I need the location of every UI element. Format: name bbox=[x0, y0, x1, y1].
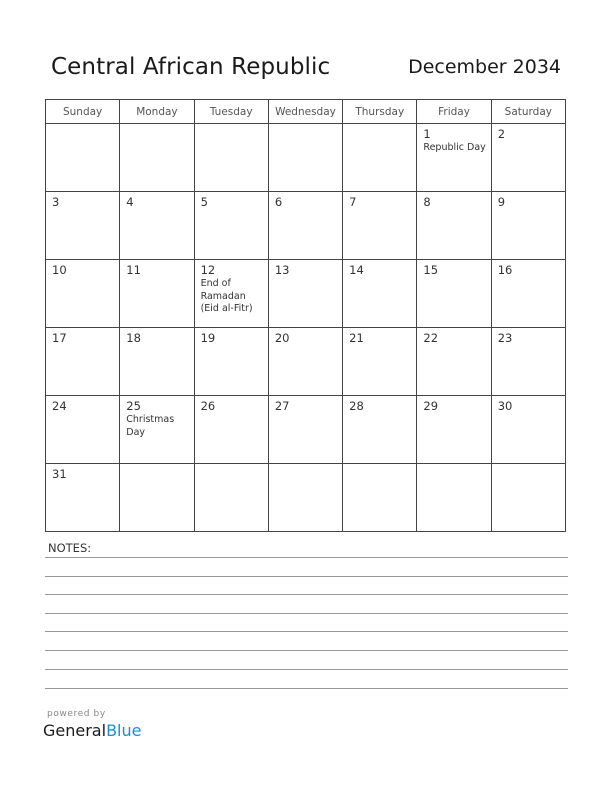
calendar-day-cell bbox=[46, 396, 120, 464]
day-number: 18 bbox=[126, 331, 141, 345]
weekday-saturday: Saturday bbox=[491, 100, 565, 124]
notes-line bbox=[45, 688, 568, 689]
calendar-day-cell bbox=[194, 124, 268, 192]
calendar-day-cell bbox=[46, 464, 120, 532]
calendar-week-row bbox=[46, 260, 566, 328]
day-number: 25 bbox=[126, 399, 141, 413]
day-number: 4 bbox=[126, 195, 134, 209]
day-number: 17 bbox=[52, 331, 67, 345]
calendar-day-cell bbox=[417, 396, 491, 464]
brand-blue: Blue bbox=[106, 721, 142, 740]
calendar-week-row bbox=[46, 192, 566, 260]
day-number: 6 bbox=[274, 195, 283, 209]
calendar-day-cell bbox=[120, 328, 194, 396]
day-number: 21 bbox=[349, 331, 364, 345]
calendar-day-cell bbox=[417, 260, 491, 328]
calendar-day-cell bbox=[343, 192, 417, 260]
day-number: 7 bbox=[349, 195, 357, 209]
day-number: 30 bbox=[497, 399, 513, 413]
day-number: 3 bbox=[52, 195, 60, 209]
weekday-tuesday: Tuesday bbox=[194, 100, 268, 124]
calendar-day-cell bbox=[491, 260, 565, 328]
calendar-day-cell bbox=[194, 260, 268, 328]
calendar-day-cell bbox=[268, 396, 342, 464]
calendar-day-cell bbox=[120, 464, 194, 532]
notes-line bbox=[45, 613, 568, 614]
calendar-day-cell bbox=[268, 328, 342, 396]
day-number: 1 bbox=[423, 127, 431, 141]
calendar-day-cell bbox=[194, 328, 268, 396]
day-number: 23 bbox=[497, 331, 513, 345]
day-number: 24 bbox=[52, 399, 67, 413]
day-number: 26 bbox=[200, 399, 216, 413]
powered-by-text: powered by bbox=[47, 709, 106, 719]
holiday-label: Christmas Day bbox=[126, 414, 175, 438]
day-number: 20 bbox=[274, 331, 290, 345]
day-number: 14 bbox=[349, 263, 364, 277]
calendar-day-cell bbox=[491, 396, 565, 464]
day-number: 11 bbox=[126, 263, 141, 277]
notes-line bbox=[45, 576, 568, 577]
calendar-day-cell bbox=[194, 192, 268, 260]
calendar-day-cell bbox=[343, 328, 417, 396]
calendar-day-cell bbox=[46, 124, 120, 192]
notes-line bbox=[45, 669, 568, 670]
day-number: 31 bbox=[52, 467, 67, 481]
calendar-day-cell bbox=[46, 328, 120, 396]
calendar-day-cell bbox=[343, 260, 417, 328]
day-number: 15 bbox=[423, 263, 439, 277]
day-number: 19 bbox=[200, 331, 216, 345]
calendar-day-cell bbox=[417, 464, 491, 532]
day-number: 5 bbox=[200, 195, 208, 209]
calendar-day-cell bbox=[120, 260, 194, 328]
day-number: 10 bbox=[52, 263, 67, 277]
calendar-day-cell bbox=[268, 260, 342, 328]
calendar-day-cell bbox=[120, 192, 194, 260]
weekday-monday: Monday bbox=[120, 100, 194, 124]
calendar-day-cell bbox=[343, 124, 417, 192]
calendar-week-row bbox=[46, 396, 566, 464]
calendar-day-cell bbox=[417, 192, 491, 260]
calendar-day-cell bbox=[194, 396, 268, 464]
day-number: 27 bbox=[274, 399, 290, 413]
holiday-label: End of Ramadan (Eid al-Fitr) bbox=[200, 278, 253, 314]
day-number: 28 bbox=[349, 399, 364, 413]
page-title: Central African Republic bbox=[51, 54, 331, 80]
day-number: 2 bbox=[497, 127, 506, 141]
day-number: 16 bbox=[497, 263, 513, 277]
calendar-day-cell bbox=[491, 192, 565, 260]
calendar-week-row bbox=[46, 124, 566, 192]
calendar-day-cell bbox=[343, 464, 417, 532]
month-year: December 2034 bbox=[408, 56, 561, 78]
calendar-week-row bbox=[46, 328, 566, 396]
calendar-day-cell bbox=[417, 328, 491, 396]
weekday-wednesday: Wednesday bbox=[268, 100, 342, 124]
notes-line bbox=[45, 631, 568, 632]
notes-line bbox=[45, 557, 568, 558]
day-number: 8 bbox=[423, 195, 431, 209]
brand-general: General bbox=[43, 721, 107, 740]
weekday-thursday: Thursday bbox=[343, 100, 417, 124]
notes-label: NOTES: bbox=[48, 541, 92, 555]
calendar-day-cell bbox=[46, 260, 120, 328]
calendar-day-cell bbox=[491, 328, 565, 396]
calendar-week-row bbox=[46, 464, 566, 532]
brand-logo[interactable] bbox=[43, 721, 141, 740]
calendar-day-cell bbox=[46, 192, 120, 260]
calendar-day-cell bbox=[491, 464, 565, 532]
calendar-day-cell bbox=[417, 124, 491, 192]
weekday-header-row bbox=[46, 100, 566, 124]
day-number: 22 bbox=[423, 331, 439, 345]
notes-line bbox=[45, 594, 568, 595]
calendar-day-cell bbox=[268, 192, 342, 260]
calendar-day-cell bbox=[120, 124, 194, 192]
calendar-day-cell bbox=[194, 464, 268, 532]
notes-line bbox=[45, 650, 568, 651]
calendar-day-cell bbox=[268, 464, 342, 532]
day-number: 12 bbox=[200, 263, 216, 277]
day-number: 9 bbox=[497, 195, 506, 209]
weekday-friday: Friday bbox=[417, 100, 491, 124]
day-number: 29 bbox=[423, 399, 439, 413]
calendar-day-cell bbox=[120, 396, 194, 464]
holiday-label: Republic Day bbox=[423, 142, 486, 153]
calendar-grid bbox=[45, 99, 566, 532]
weekday-sunday: Sunday bbox=[46, 100, 120, 124]
calendar-day-cell bbox=[343, 396, 417, 464]
calendar-day-cell bbox=[491, 124, 565, 192]
day-number: 13 bbox=[274, 263, 290, 277]
calendar-day-cell bbox=[268, 124, 342, 192]
